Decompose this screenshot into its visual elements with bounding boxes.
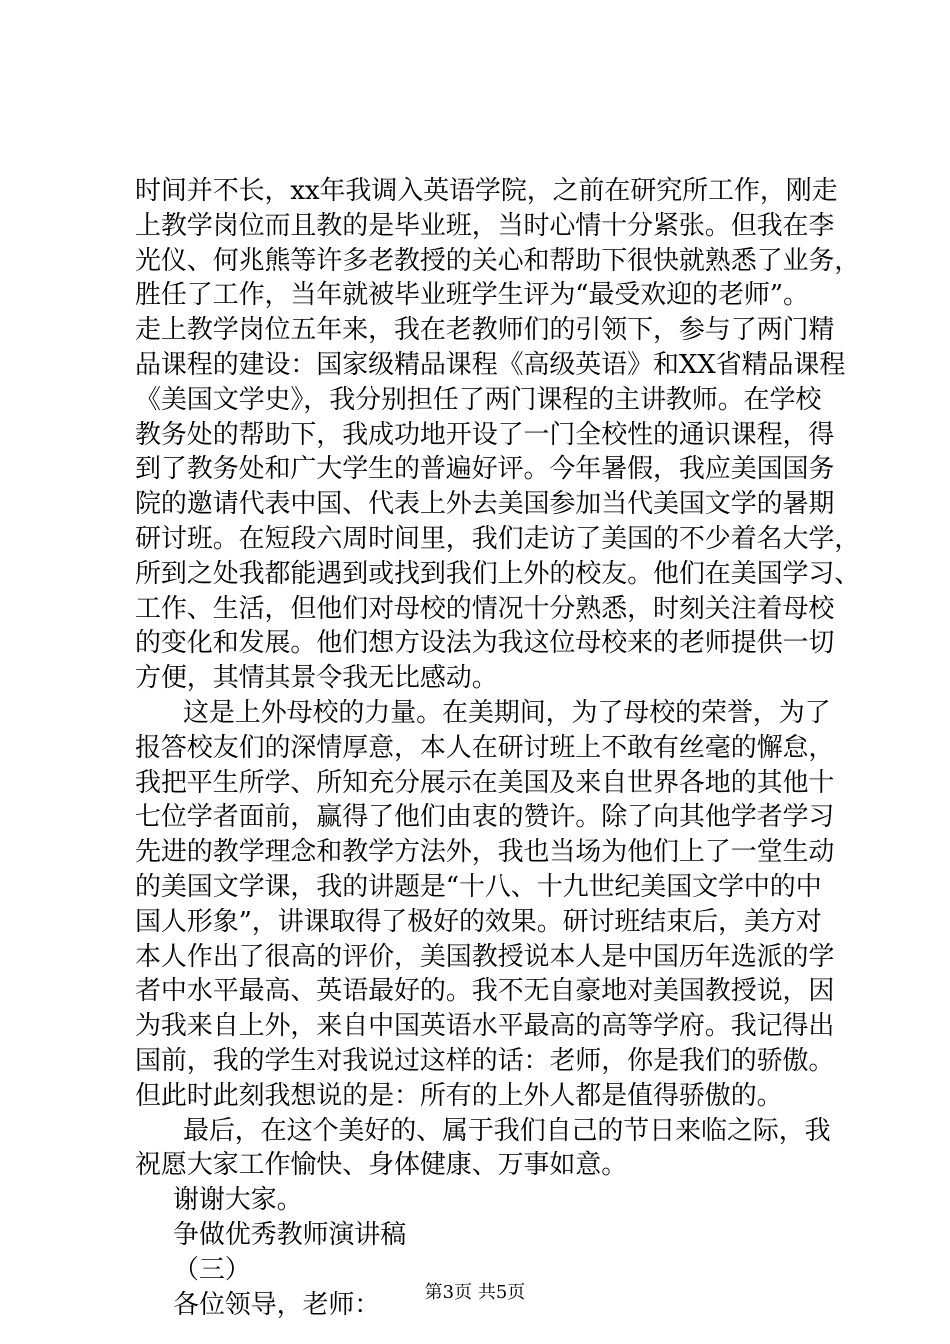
text-line: 院的邀请代表中国、代表上外去美国参加当代美国文学的暑期 xyxy=(135,489,835,520)
text-line: 研讨班。在短段六周时间里，我们走访了美国的不少着名大学， xyxy=(135,523,861,554)
text-line: 胜任了工作，当年就被毕业班学生评为“最受欢迎的老师”。 xyxy=(135,280,809,311)
paragraph-start-line: 最后，在这个美好的、属于我们自己的节日来临之际，我 xyxy=(183,1115,831,1146)
text-line: 国人形象”，讲课取得了极好的效果。研讨班结束后，美方对 xyxy=(135,906,822,937)
salutation-line: 各位领导，老师： xyxy=(173,1289,381,1320)
text-line: 本人作出了很高的评价，美国教授说本人是中国历年选派的学 xyxy=(135,941,835,972)
closing-line: 谢谢大家。 xyxy=(173,1185,303,1216)
text-line: 的变化和发展。他们想方设法为我这位母校来的老师提供一切 xyxy=(135,628,835,659)
text-line: 的美国文学课，我的讲题是“十八、十九世纪美国文学中的中 xyxy=(135,871,822,902)
text-line: 走上教学岗位五年来，我在老教师们的引领下，参与了两门精 xyxy=(135,315,835,346)
text-line: 国前，我的学生对我说过这样的话：老师，你是我们的骄傲。 xyxy=(135,1045,835,1076)
section-number: （三） xyxy=(173,1254,251,1285)
text-line: 先进的教学理念和教学方法外，我也当场为他们上了一堂生动 xyxy=(135,837,835,868)
text-line: 方便，其情其景令我无比感动。 xyxy=(135,663,498,694)
text-line: 品课程的建设：国家级精品课程《高级英语》和XX省精品课程 xyxy=(135,349,846,380)
document-body xyxy=(135,174,861,1322)
text-line: 到了教务处和广大学生的普遍好评。今年暑假，我应美国国务 xyxy=(135,454,835,485)
page-number-footer: 第3页 共5页 xyxy=(424,1282,526,1303)
text-line: 者中水平最高、英语最好的。我不无自豪地对美国教授说，因 xyxy=(135,976,835,1007)
text-line: 为我来自上外，来自中国英语水平最高的高等学府。我记得出 xyxy=(135,1011,835,1042)
text-line: 《美国文学史》，我分别担任了两门课程的主讲教师。在学校 xyxy=(135,384,822,415)
text-line: 工作、生活，但他们对母校的情况十分熟悉，时刻关注着母校 xyxy=(135,593,835,624)
text-line: 报答校友们的深情厚意，本人在研讨班上不敢有丝毫的懈怠， xyxy=(135,732,835,763)
text-line: 时间并不长，xx年我调入英语学院，之前在研究所工作，刚走 xyxy=(135,176,838,206)
text-line: 我把平生所学、所知充分展示在美国及来自世界各地的其他十 xyxy=(135,767,835,798)
text-line: 上教学岗位而且教的是毕业班，当时心情十分紧张。但我在李 xyxy=(135,210,835,241)
text-line: 所到之处我都能遇到或找到我们上外的校友。他们在美国学习、 xyxy=(135,558,861,589)
text-line: 七位学者面前，赢得了他们由衷的赞许。除了向其他学者学习 xyxy=(135,802,835,833)
section-title: 争做优秀教师演讲稿 xyxy=(173,1219,407,1250)
text-line: 但此时此刻我想说的是：所有的上外人都是值得骄傲的。 xyxy=(135,1080,783,1111)
text-line: 光仪、何兆熊等许多老教授的关心和帮助下很快就熟悉了业务， xyxy=(135,245,861,276)
paragraph-start-line: 这是上外母校的力量。在美期间，为了母校的荣誉，为了 xyxy=(183,697,831,728)
text-line: 教务处的帮助下，我成功地开设了一门全校性的通识课程，得 xyxy=(135,419,835,450)
text-line: 祝愿大家工作愉快、身体健康、万事如意。 xyxy=(135,1150,628,1181)
